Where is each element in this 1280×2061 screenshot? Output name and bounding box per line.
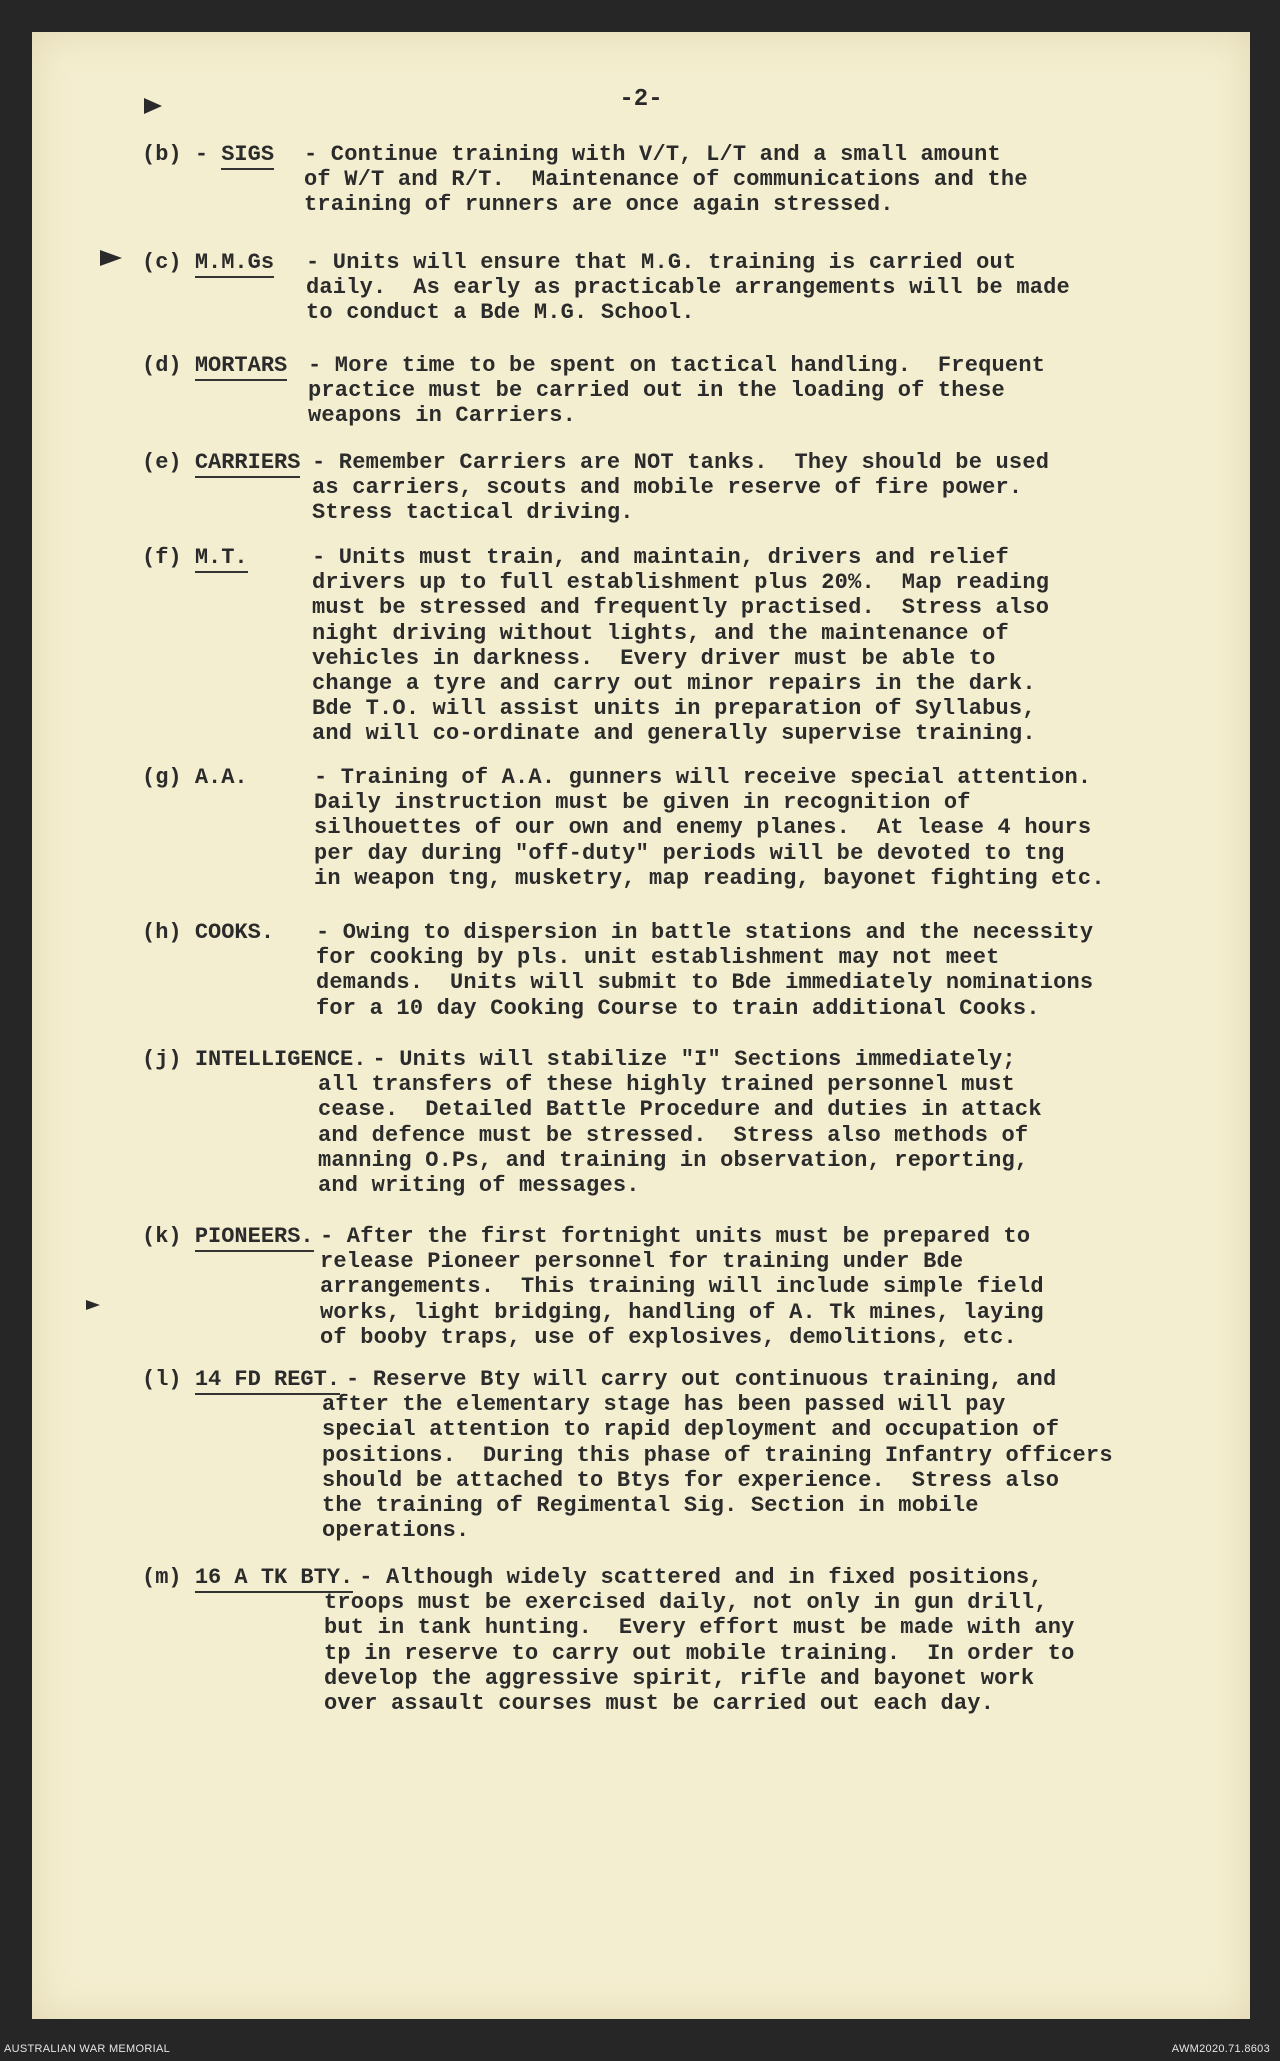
body-line: and writing of messages.: [318, 1173, 640, 1199]
margin-mark: [144, 98, 162, 114]
section-letter: (c): [142, 250, 182, 275]
body-line: night driving without lights, and the maintenance of: [312, 620, 1009, 646]
body-line: operations.: [322, 1518, 470, 1544]
body-line: manning O.Ps, and training in observation, reporting,: [318, 1147, 1029, 1173]
section-body: [324, 1565, 1190, 1716]
section-letter: (f): [142, 545, 182, 570]
section-letter: (l): [142, 1367, 182, 1392]
section-label: [142, 1565, 353, 1593]
body-line: the training of Regimental Sig. Section in mobile: [322, 1493, 979, 1519]
body-line: but in tank hunting. Every effort must be made with any: [324, 1615, 1075, 1641]
body-line: demands. Units will submit to Bde immediately nominations: [316, 970, 1094, 996]
section-body: [312, 545, 1190, 747]
section-heading: MORTARS: [195, 353, 287, 381]
body-line: per day during "off-duty" periods will be devoted to tng: [314, 840, 1065, 866]
section-heading: M.M.Gs: [195, 250, 274, 278]
section-label: [142, 765, 248, 791]
body-line: of booby traps, use of explosives, demolitions, etc.: [320, 1324, 1017, 1350]
section-body: [318, 1047, 1190, 1198]
section-heading: CARRIERS: [195, 450, 301, 478]
section-letter: (g): [142, 765, 182, 790]
section-body: [312, 450, 1190, 526]
body-line: after the elementary stage has been passed will pay: [322, 1392, 1006, 1418]
body-line: for cooking by pls. unit establishment may not meet: [316, 945, 1000, 971]
section-label: [142, 353, 287, 381]
body-line: of W/T and R/T. Maintenance of communications and the: [304, 167, 1028, 193]
page-number: -2-: [619, 86, 663, 113]
body-line: and defence must be stressed. Stress also methods of: [318, 1122, 1029, 1148]
section-prefix: -: [194, 142, 222, 167]
body-line: in weapon tng, musketry, map reading, bayonet fighting etc.: [314, 865, 1105, 891]
body-line: - Although widely scattered and in fixed positions,: [359, 1565, 1043, 1590]
body-line: - Units must train, and maintain, drivers and relief: [312, 545, 1009, 570]
section-heading: SIGS: [221, 142, 274, 170]
section-letter: (e): [142, 450, 182, 475]
body-line: practice must be carried out in the loading of these: [308, 378, 1005, 404]
body-line: should be attached to Btys for experience. Stress also: [322, 1467, 1060, 1493]
section-label: [142, 1224, 314, 1252]
section-label: [142, 920, 274, 946]
body-line: drivers up to full establishment plus 20%. Map reading: [312, 570, 1050, 596]
section-letter: (h): [142, 920, 182, 945]
body-line: release Pioneer personnel for training under Bde: [320, 1249, 964, 1275]
body-line: all transfers of these highly trained personnel must: [318, 1072, 1015, 1098]
body-line: Bde T.O. will assist units in preparation of Syllabus,: [312, 696, 1036, 722]
section-heading: 16 A TK BTY.: [195, 1565, 353, 1593]
body-line: Stress tactical driving.: [312, 500, 634, 526]
body-line: special attention to rapid deployment and occupation of: [322, 1417, 1060, 1443]
section-body: [314, 765, 1190, 891]
margin-mark: [86, 1300, 100, 1310]
section-letter: (b): [142, 142, 182, 167]
body-line: - Continue training with V/T, L/T and a small amount: [304, 142, 1001, 167]
body-line: for a 10 day Cooking Course to train additional Cooks.: [316, 995, 1040, 1021]
section-body: [322, 1367, 1190, 1543]
margin-mark: [100, 250, 122, 266]
body-line: - More time to be spent on tactical handling. Frequent: [308, 353, 1046, 378]
section-label: [142, 1367, 340, 1395]
body-line: training of runners are once again stressed.: [304, 192, 894, 218]
body-line: - Units will stabilize "I" Sections immediately;: [372, 1047, 1016, 1072]
section-body: [304, 142, 1190, 218]
section-heading: A.A.: [194, 765, 248, 790]
body-line: daily. As early as practicable arrangements will be made: [306, 275, 1070, 301]
body-line: change a tyre and carry out minor repairs in the dark.: [312, 671, 1036, 697]
section-heading: INTELLIGENCE.: [194, 1047, 367, 1072]
body-line: - After the first fortnight units must be prepared to: [320, 1224, 1031, 1249]
section-label: [142, 250, 274, 278]
body-line: must be stressed and frequently practised. Stress also: [312, 595, 1050, 621]
document-page: [32, 32, 1250, 2019]
footer-credit: AUSTRALIAN WAR MEMORIAL: [4, 2043, 171, 2055]
body-line: vehicles in darkness. Every driver must be able to: [312, 645, 996, 671]
body-line: - Remember Carriers are NOT tanks. They should be used: [312, 450, 1050, 475]
body-line: positions. During this phase of training Infantry officers: [322, 1442, 1113, 1468]
body-line: silhouettes of our own and enemy planes. At lease 4 hours: [314, 815, 1092, 841]
footer-accession-number: AWM2020.71.8603: [1171, 2043, 1270, 2055]
body-line: and will co-ordinate and generally supervise training.: [312, 721, 1036, 747]
body-line: - Owing to dispersion in battle stations and the necessity: [316, 920, 1094, 945]
section-heading: M.T.: [195, 545, 248, 573]
section-heading: PIONEERS.: [195, 1224, 314, 1252]
section-letter: (m): [142, 1565, 182, 1590]
body-line: as carriers, scouts and mobile reserve of fire power.: [312, 475, 1023, 501]
body-line: weapons in Carriers.: [308, 403, 577, 429]
section-heading: COOKS.: [194, 920, 275, 945]
body-line: develop the aggressive spirit, rifle and bayonet work: [324, 1665, 1035, 1691]
body-line: cease. Detailed Battle Procedure and duties in attack: [318, 1097, 1042, 1123]
section-body: [308, 353, 1190, 429]
section-label: [142, 142, 274, 170]
body-line: arrangements. This training will include simple field: [320, 1274, 1044, 1300]
body-line: - Training of A.A. gunners will receive special attention.: [314, 765, 1092, 790]
body-line: troops must be exercised daily, not only in gun drill,: [324, 1590, 1048, 1616]
section-label: [142, 545, 248, 573]
body-line: to conduct a Bde M.G. School.: [306, 300, 695, 326]
section-body: [320, 1224, 1190, 1350]
section-label: [142, 450, 300, 478]
section-letter: (d): [142, 353, 182, 378]
body-line: over assault courses must be carried out each day.: [324, 1691, 995, 1717]
section-letter: (k): [142, 1224, 182, 1249]
section-letter: (j): [142, 1047, 182, 1072]
body-line: - Reserve Bty will carry out continuous training, and: [346, 1367, 1057, 1392]
body-line: Daily instruction must be given in recognition of: [314, 790, 971, 816]
section-body: [306, 250, 1190, 326]
body-line: tp in reserve to carry out mobile training. In order to: [324, 1640, 1075, 1666]
body-line: works, light bridging, handling of A. Tk mines, laying: [320, 1299, 1044, 1325]
section-body: [316, 920, 1190, 1021]
section-heading: 14 FD REGT.: [195, 1367, 340, 1395]
body-line: - Units will ensure that M.G. training is carried out: [306, 250, 1017, 275]
